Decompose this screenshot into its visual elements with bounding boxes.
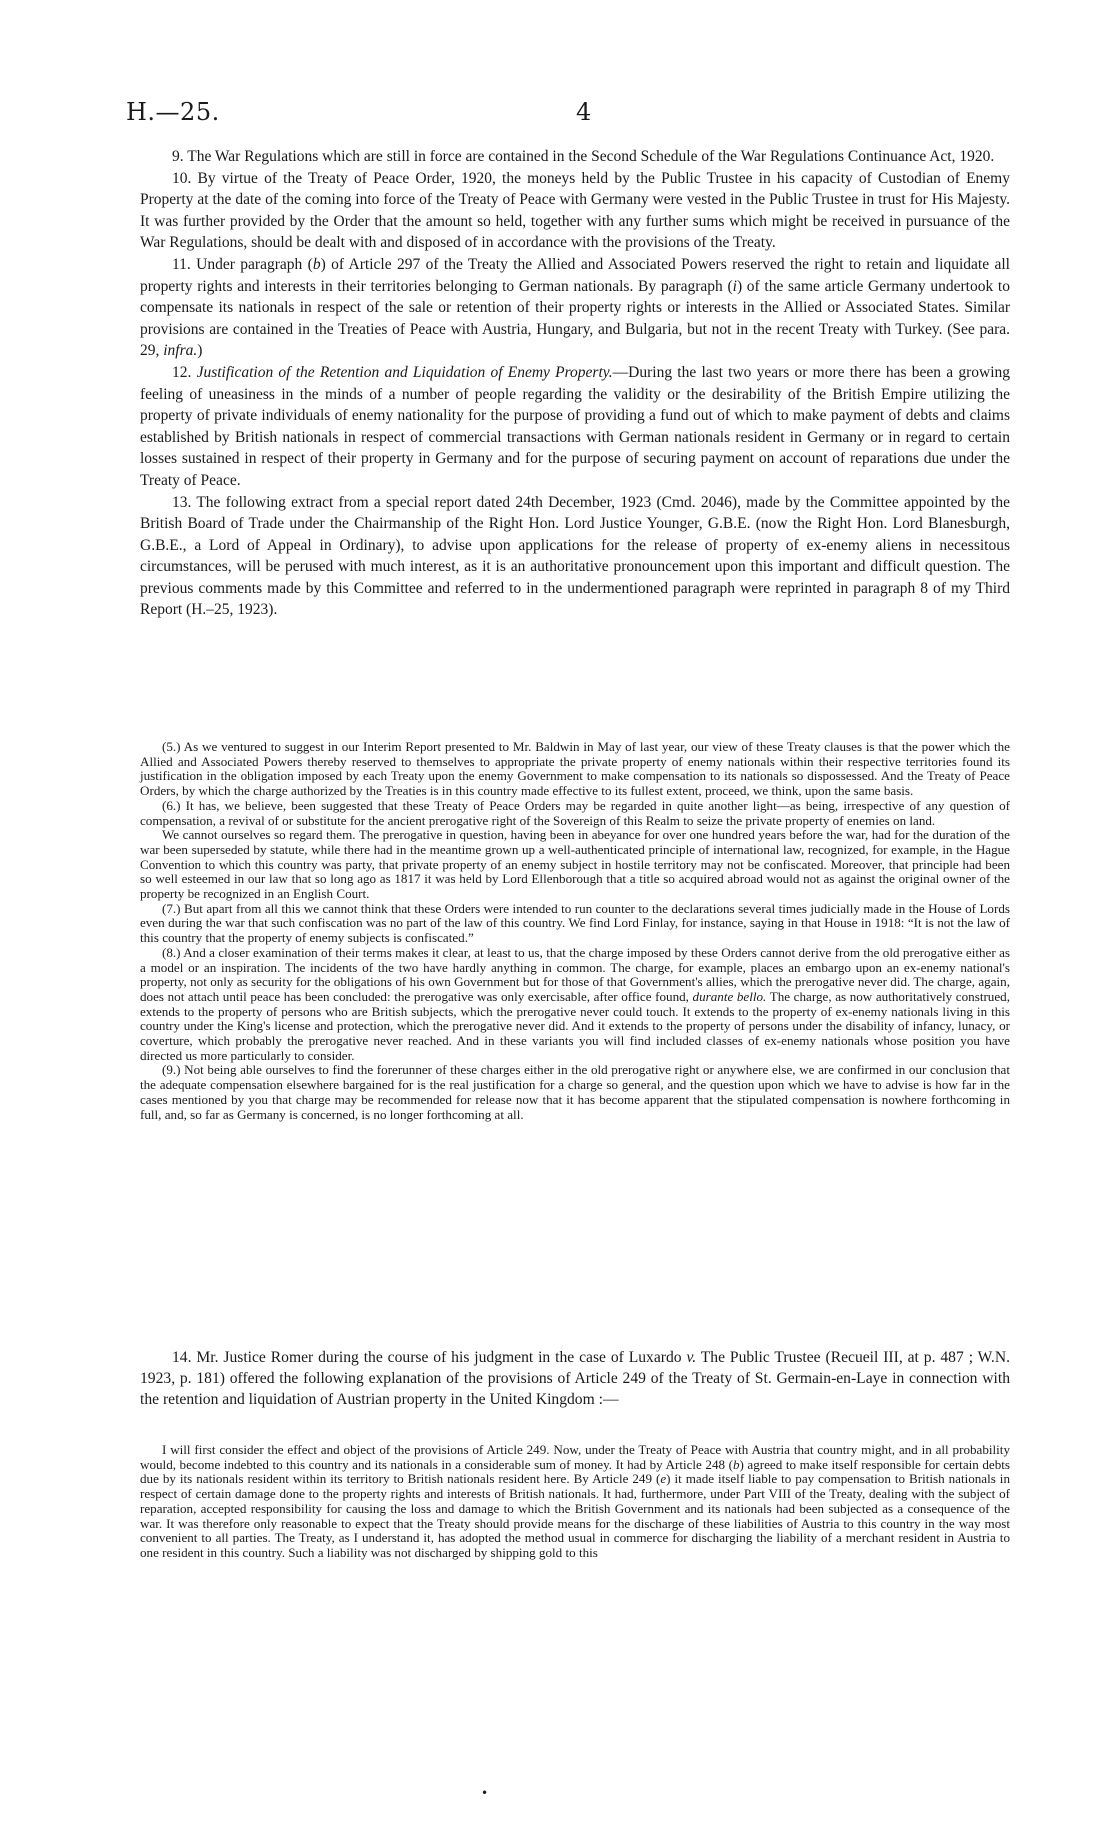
page-number: 4 <box>576 98 592 126</box>
paragraph-10: 10. By virtue of the Treaty of Peace Order, 1920, the moneys held by the Public Trustee in his capacity of Custodian of Enemy Property at the date of the coming into force of the Treaty of Peace with Germany were vested in the Public Trustee in trust for His Majesty. It was further provided by the Order that the amount so held, together with any further sums which might be received in pursuance of the War Regulations, should be dealt with and disposed of in accordance with the provisions of the Treaty. <box>140 169 1010 252</box>
footer-mark: • <box>481 1786 489 1800</box>
extract-paragraph-6-continued: We cannot ourselves so regard them. The prerogative in question, having been in abeyance for over one hundred years before the war, had for the duration of the war been superseded by statute, while there had in the meantime grown up a well-authenticated principle of international law, recognized, for example, in the Hague Convention to which this country was party, that private property of an enemy subject in hostile territory may not be confiscated. Moreover, that principle had been so well esteemed in our law that so long ago as 1817 it was held by Lord Ellenborough that a title so acquired abroad would not as against the original owner of the property be recognized in an English Court. <box>140 827 1010 902</box>
paragraph-11: 11. Under paragraph (b) of Article 297 of the Treaty the Allied and Associated Powers reserved the right to retain and liquidate all property rights and interests in their territories belonging to German nationals. By paragraph (i) of the same article Germany undertook to compensate its nationals in respect of the sale or retention of their property rights or interests in the Allied or Associated States. Similar provisions are contained in the Treaties of Peace with Austria, Hungary, and Bulgaria, but not in the recent Treaty with Turkey. (See para. 29, infra.) <box>140 255 1010 360</box>
paragraph-9: 9. The War Regulations which are still in force are contained in the Second Schedule of the War Regulations Continuance Act, 1920. <box>172 148 995 165</box>
committee-report-extract <box>140 740 1010 1122</box>
extract-paragraph-5: (5.) As we ventured to suggest in our Interim Report presented to Mr. Baldwin in May of last year, our view of these Treaty clauses is that the power which the Allied and Associated Powers thereby reserved to themselves to appropriate the private property of enemy nationals within their respective territories found its justification in the obligation imposed by each Treaty upon the enemy Government to make compensation to its nationals so dispossessed. And the Treaty of Peace Orders, by which the charge authorized by the Treaties is in this country made effective to its fullest extent, proceed, we think, upon the same basis. <box>140 739 1010 799</box>
paragraph-14: 14. Mr. Justice Romer during the course of his judgment in the case of Luxardo v. The Public Trustee (Recueil III, at p. 487 ; W.N. 1923, p. 181) offered the following explanation of the provisions of Article 249 of the Treaty of St. Germain-en-Laye in connection with the retention and liquidation of Austrian property in the United Kingdom :— <box>140 1349 1010 1408</box>
paragraph-12: 12. Justification of the Retention and Liquidation of Enemy Property.—During the last two years or more there has been a growing feeling of uneasiness in the minds of a number of people regarding the validity or the desirability of the British Empire utilizing the property of private individuals of enemy nationality for the purpose of providing a fund out of which to make payment of debts and claims established by British nationals in respect of commercial transactions with German nationals resident in Germany or in regard to certain losses sustained in respect of their property in Germany and for the purpose of securing payment on account of reparations due under the Treaty of Peace. <box>140 363 1011 489</box>
paragraph-13: 13. The following extract from a special report dated 24th December, 1923 (Cmd. 2046), made by the Committee appointed by the British Board of Trade under the Chairmanship of the Right Hon. Lord Justice Younger, G.B.E. (now the Right Hon. Lord Blanesburgh, G.B.E., a Lord of Appeal in Ordinary), to advise upon applications for the release of property of ex-enemy aliens in necessitous circumstances, will be perused with much interest, as it is an authoritative pronouncement upon this important and difficult question. The previous comments made by this Committee and referred to in the undermentioned paragraph were reprinted in paragraph 8 of my Third Report (H.–25, 1923). <box>140 493 1010 619</box>
extract-paragraph-6: (6.) It has, we believe, been suggested that these Treaty of Peace Orders may be regarded in quite another light—as being, irrespective of any question of compensation, a revival of or substitute for the ancient prerogative right of the Sovereign of this Realm to seize the private property of enemies on land. <box>140 797 1010 828</box>
judgment-extract <box>140 1443 1010 1561</box>
body-text <box>140 146 1010 621</box>
extract-paragraph-9: (9.) Not being able ourselves to find the forerunner of these charges either in the old prerogative right or anywhere else, we are confirmed in our conclusion that the adequate compensation elsewhere bargained for is the real justification for a charge so general, and the question upon which we have to advise is how far in the cases mentioned by you that charge may be recommended for release now that it has become apparent that the stipulated compensation is nowhere forthcoming in full, and, so far as Germany is concerned, is no longer forthcoming at all. <box>140 1062 1010 1122</box>
document-reference: H.—25. <box>126 98 220 126</box>
judgment-paragraph: I will first consider the effect and object of the provisions of Article 249. Now, under the Treaty of Peace with Austria that country might, and in all probability would, become indebted to this country and its nationals in a considerable sum of money. It had by Article 248 (b) agreed to make itself responsible for certain debts due by its nationals resident within its territory to British nationals resident here. By Article 249 (e) it made itself liable to pay compensation to British nationals in respect of certain damage done to the property rights and interests of British nationals. It had, furthermore, under Part VIII of the Treaty, dealing with the subject of reparation, accepted responsibility for causing the loss and damage to which the British Government and its nationals had been subjected as a consequence of the war. It was therefore only reasonable to expect that the Treaty should provide means for the discharge of these liabilities of Austria to this country in the way most convenient to all parties. The Treaty, as I understand it, has adopted the method usual in commerce for discharging the liability of a merchant resident in Austria to one resident in this country. Such a liability was not discharged by shipping gold to this <box>140 1442 1010 1560</box>
extract-paragraph-7: (7.) But apart from all this we cannot think that these Orders were intended to run counter to the declarations several times judicially made in the House of Lords even during the war that such confiscation was no part of the law of this country. We find Lord Finlay, for instance, saying in that House in 1918: “It is not the law of this country that the property of enemy subjects is confiscated.” <box>140 900 1010 946</box>
extract-paragraph-8: (8.) And a closer examination of their terms makes it clear, at least to us, that the charge imposed by these Orders cannot derive from the old prerogative either as a model or an inspiration. The incidents of the two have hardly anything in common. The charge, for example, places an embargo upon an ex-enemy national's property, not only as security for the obligations of his own Government but for those of that Government's allies, which the prerogative never did. The charge, again, does not attach until peace has been concluded: the prerogative was only exercisable, after office found, durante bello. The charge, as now authoritatively construed, extends to the property of persons who are British subjects, which the prerogative never could touch. It extends to the property of ex-enemy nationals living in this country under the King's license and protection, which the prerogative never did. And it extends to the property of persons under the disability of infancy, lunacy, or coverture, which probably the prerogative never reached. And in these variants you will find included classes of ex-enemy nationals whose position you have directed us more particularly to consider. <box>140 944 1010 1063</box>
paragraph-14-block <box>140 1347 1010 1410</box>
paragraph-12-heading: Justification of the Retention and Liquidation of Enemy Property. <box>196 363 613 381</box>
